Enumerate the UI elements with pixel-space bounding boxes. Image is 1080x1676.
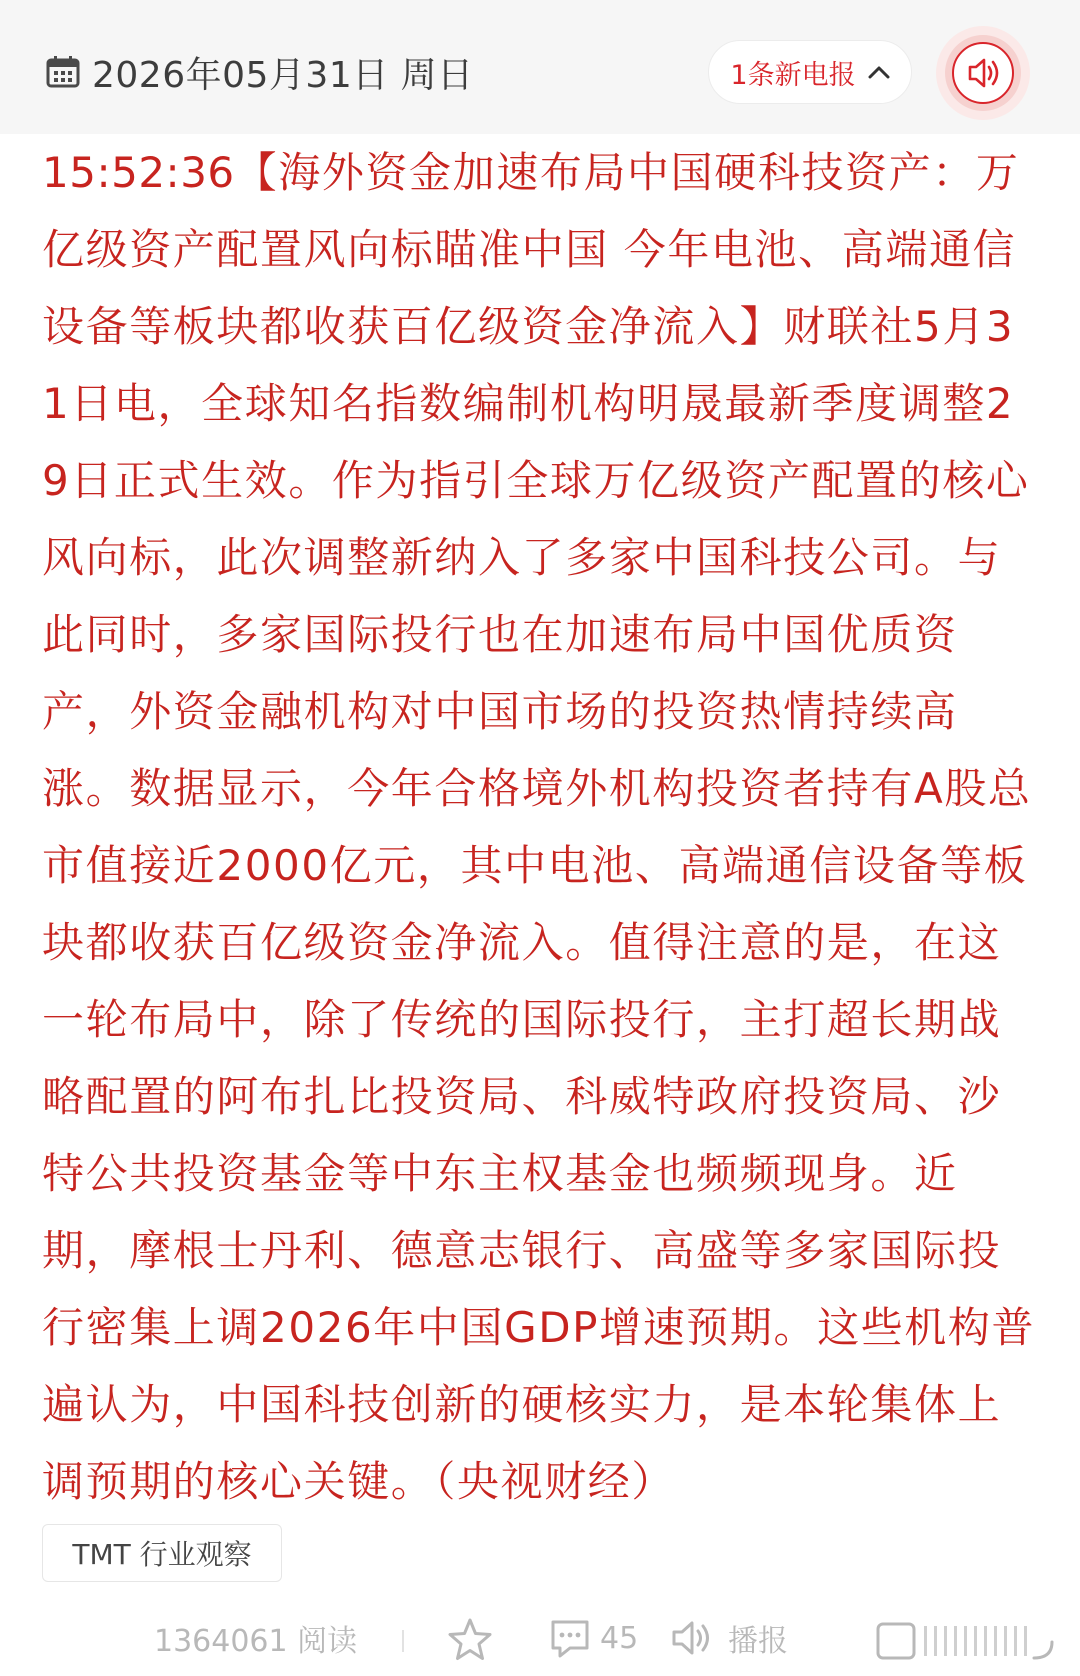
action-bar <box>0 1604 1080 1676</box>
speaker-button[interactable] <box>934 24 1032 122</box>
calendar-icon <box>46 55 80 89</box>
read-count: 1364061 阅读 <box>154 1624 358 1659</box>
chevron-up-icon <box>868 65 890 79</box>
star-icon[interactable] <box>446 1616 494 1664</box>
comment-count: 45 <box>600 1620 639 1656</box>
new-telegram-label: 1条新电报 <box>730 59 856 91</box>
date-header <box>0 0 1080 134</box>
comment-button[interactable] <box>548 1616 638 1660</box>
more-icon[interactable] <box>874 1618 1060 1664</box>
new-telegram-button[interactable] <box>708 40 912 104</box>
article-content <box>42 134 1042 1520</box>
comment-icon <box>548 1616 592 1660</box>
broadcast-button[interactable] <box>670 1616 788 1660</box>
topic-tag[interactable]: TMT 行业观察 <box>42 1524 282 1582</box>
article-body: 【海外资金加速布局中国硬科技资产：万亿级资产配置风向标瞄准中国 今年电池、高端通信设备等板块都收获百亿级资金净流入】财联社5月31日电，全球知名指数编制机构明晟最新季度调整29日正式生效。作为指引全球万亿级资产配置的核心风向标，此次调整新纳入了多家中国科技公司。与此同时，多家国际投行也在加速布局中国优质资产，外资金融机构对中国市场的投资热情持续高涨。数据显示，今年合格境外机构投资者持有A股总市值接近2000亿元，其中电池、高端通信设备等板块都收获百亿级资金净流入。值得注意的是，在这一轮布局中，除了传统的国际投行，主打超长期战略配置的阿布扎比投资局、科威特政府投资局、沙特公共投资基金等中东主权基金也频频现身。近期，摩根士丹利、德意志银行、高盛等多家国际投行密集上调2026年中国GDP增速预期。这些机构普遍认为，中国科技创新的硬核实力，是本轮集体上调预期的核心关键。（央视财经） <box>42 148 1036 1506</box>
broadcast-label: 播报 <box>728 1624 788 1659</box>
broadcast-icon <box>670 1616 716 1660</box>
date-text: 2026年05月31日 周日 <box>92 54 474 96</box>
divider <box>402 1630 404 1652</box>
article-time: 15:52:36 <box>42 148 235 197</box>
speaker-icon <box>934 24 1032 122</box>
date-display <box>46 46 474 98</box>
